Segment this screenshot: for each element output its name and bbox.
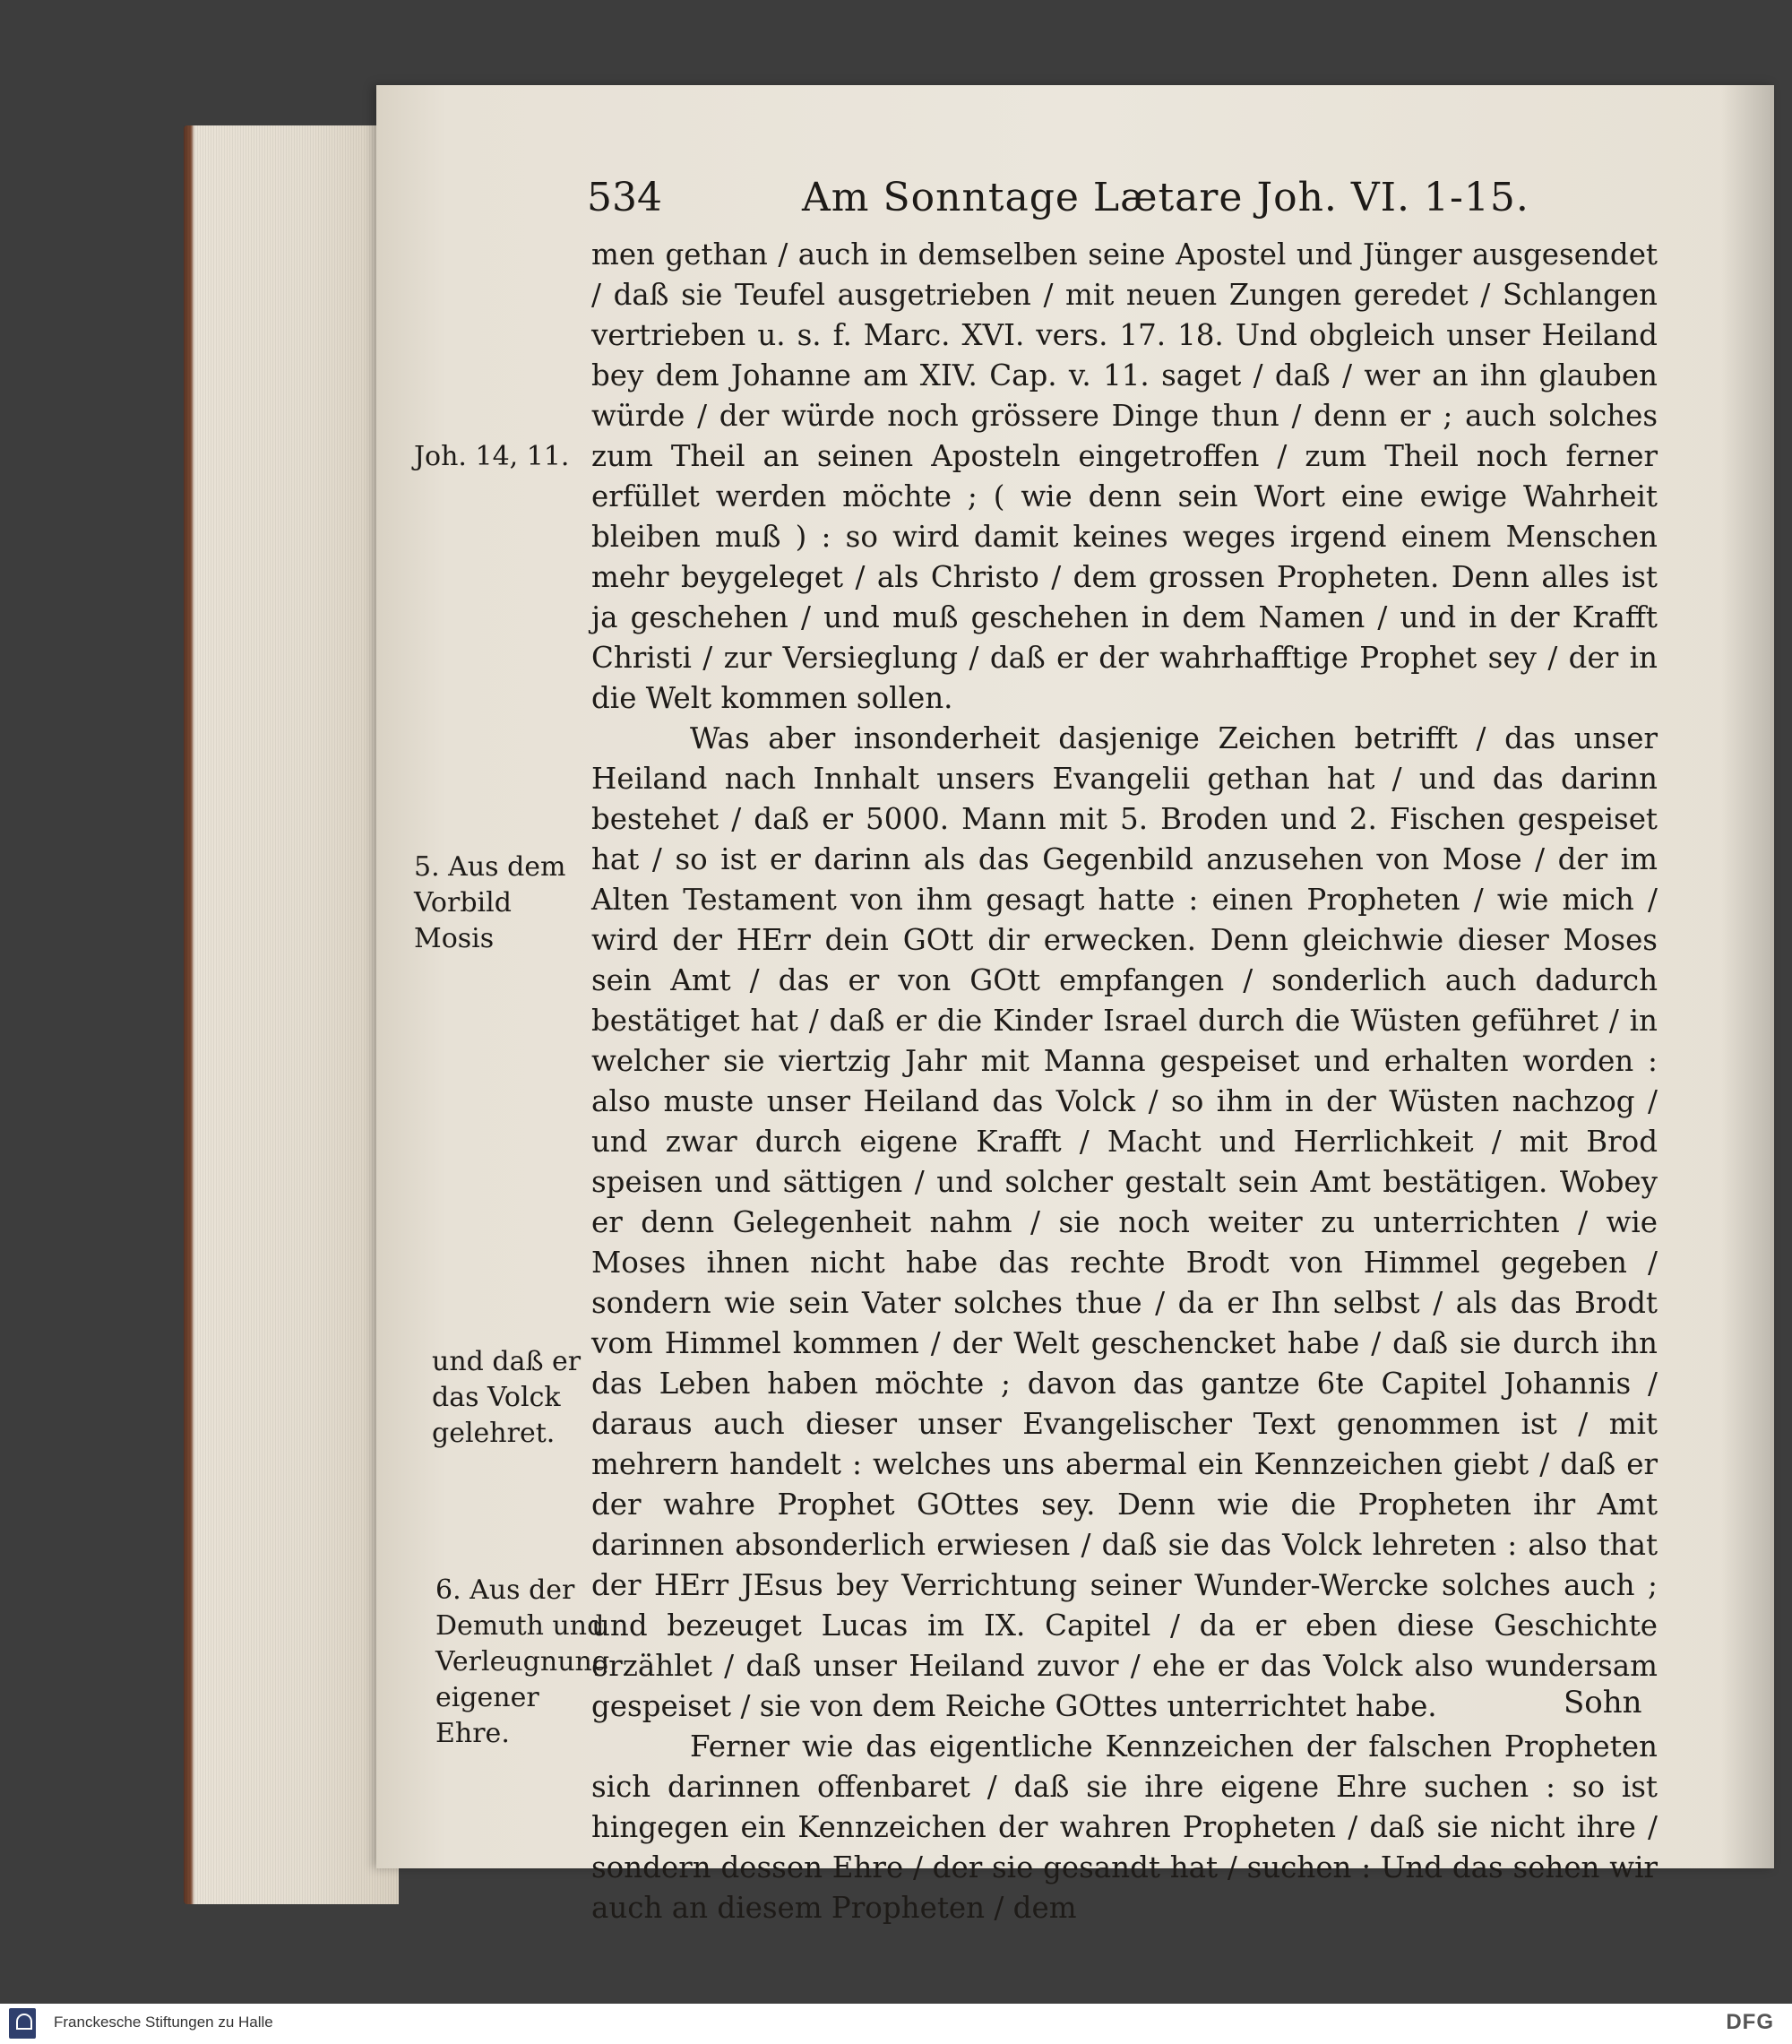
catchword: Sohn xyxy=(1564,1685,1642,1721)
viewer-footer xyxy=(0,2004,1792,2044)
margin-note-1: Joh. 14, 11. xyxy=(414,441,570,472)
institution-name: Franckesche Stiftungen zu Halle xyxy=(54,2014,273,2031)
margin-note-4: 6. Aus der Demuth und Verleugnung eigener Ehre. xyxy=(435,1574,610,1749)
page-number: 534 xyxy=(587,175,662,220)
book-fore-edge xyxy=(184,125,399,1904)
margin-note-2: 5. Aus dem Vorbild Mosis xyxy=(414,851,566,954)
page-header xyxy=(587,175,1653,229)
paragraph-1: men gethan / auch in demselben seine Apostel und Jünger ausgesendet / daß sie Teufel ausgetrieben / mit neuen Zungen geredet / Schlangen vertrieben u. s. f. Marc. XVI. vers. 17. 18. Und obgleich unser Heiland bey dem Johanne am XIV. Cap. v. 11. saget / daß / wer an ihn glauben würde / der würde noch grössere Dinge thun / denn er ; auch solches zum Theil an seinen Aposteln eingetroffen / zum Theil noch ferner erfüllet werden möchte ; ( wie denn sein Wort eine ewige Wahrheit bleiben muß ) : so wird damit keines weges irgend einem Menschen mehr beygeleget / als Christo / dem grossen Propheten. Denn alles ist ja geschehen / und muß geschehen in dem Namen / und in der Krafft Christi / zur Versieglung / daß er der wahrhafftige Prophet sey / der in die Welt kommen sollen. xyxy=(591,237,1658,715)
margin-note-3: und daß er das Volck gelehret. xyxy=(432,1346,582,1449)
paragraph-2: Was aber insonderheit dasjenige Zeichen betrifft / das unser Heiland nach Innhalt unsers Evangelii gethan hat / und das darinn bestehet / daß er 5000. Mann mit 5. Broden und 2. Fischen gespeiset hat / so ist er darinn als das Gegenbild anzusehen von Mose / der im Alten Testament von ihm gesagt hatte : einen Propheten / wie mich / wird der HErr dein GOtt dir erwecken. Denn gleichwie dieser Moses sein Amt / das er von GOtt empfangen / sonderlich auch dadurch bestätiget hat / daß er die Kinder Israel durch die Wüsten geführet / in welcher sie viertzig Jahr mit Manna gespeiset und erhalten worden : also muste unser Heiland das Volck / so ihm in der Wüsten nachzog / und zwar durch eigene Krafft / Macht und Herrlichkeit / mit Brod speisen und sättigen / und solcher gestalt sein Amt bestätigen. Wobey er denn Gelegenheit nahm / sie noch weiter zu unterrichten / wie Moses ihnen nicht habe das rechte Brodt von Himmel gegeben / sondern wie sein Vater solches thue / da er Ihn selbst / als das Brodt vom Himmel kommen / der Welt geschencket habe / daß sie durch ihn das Leben haben möchte ; davon das gantze 6te Capitel Johannis / daraus auch dieser unser Evangelischer Text genommen ist / mit mehrern handelt : welches uns abermal ein Kennzeichen giebt / daß er der wahre Prophet GOttes sey. Denn wie die Propheten ihr Amt darinnen absonderlich erwiesen / daß sie das Volck lehreten : also that der HErr JEsus bey Verrichtung seiner Wunder-Wercke solches auch ; und bezeuget Lucas im IX. Capitel / da er eben diese Geschichte erzählet / daß unser Heiland zuvor / ehe er das Volck also wundersam gespeiset / sie von dem Reiche GOttes unterrichtet habe. xyxy=(591,721,1658,1723)
institution-logo-icon xyxy=(9,2008,36,2039)
paragraph-3: Ferner wie das eigentliche Kennzeichen der falschen Propheten sich darinnen offenbaret / daß sie ihre eigene Ehre suchen : so ist hingegen ein Kennzeichen der wahren Propheten / daß sie nicht ihre / sondern dessen Ehre / der sie gesandt hat / suchen : Und das sehen wir auch an diesem Propheten / dem xyxy=(591,1729,1658,1925)
page-gutter-shadow xyxy=(1720,85,1774,1868)
running-title: Am Sonntage Lætare Joh. VI. 1-15. xyxy=(802,175,1529,220)
main-text xyxy=(591,235,1658,1925)
dfg-logo: DFG xyxy=(1726,2010,1774,2034)
